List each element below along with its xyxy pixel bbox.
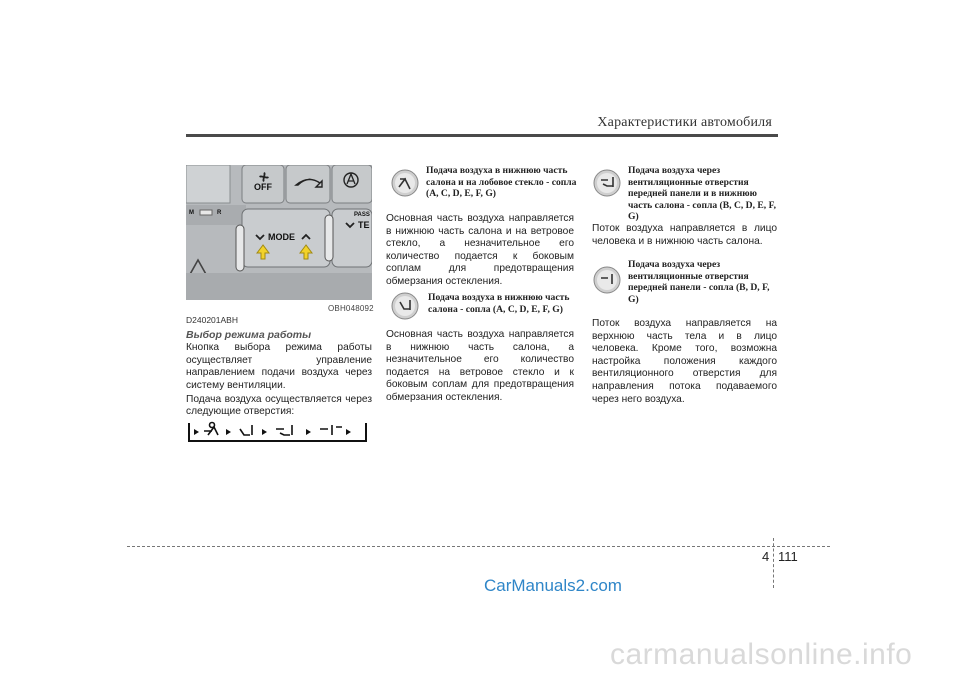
paragraph-outlets: Подача воздуха осуществляется через следующие отверстия:	[186, 393, 372, 418]
mode1-heading: Подача воздуха в нижнюю часть салона и на лобовое стекло - сопла (A, C, D, E, F, G)	[426, 165, 577, 200]
watermark-bottom[interactable]: carmanualsonline.info	[610, 638, 913, 671]
mode4-text: Поток воздуха направляется на верхнюю часть тела и в лицо человека. Кроме того, возможна настройка положения каждого вентиляционного отверстия для направления потока подаваемого через него воздуха.	[592, 318, 777, 405]
header-rule	[186, 134, 778, 137]
mode-sequence-diagram	[186, 419, 372, 445]
paragraph-intro: Кнопка выбора режима работы осуществляет управление направлением подачи воздуха через систему вентиляции.	[186, 342, 372, 391]
watermark-top[interactable]: CarManuals2.com	[484, 576, 622, 595]
mode4-heading: Подача воздуха через вентиляционные отверстия передней панели - сопла (B, D, F, G)	[628, 259, 770, 305]
footer-divider	[773, 538, 774, 588]
fan-off-label: OFF	[254, 182, 272, 192]
mode1-text: Основная часть воздуха направляется в нижнюю часть салона и на ветровое стекло, а незначительное его количество подается к боковым соплам для предотвращения обмерзания остекления.	[386, 213, 574, 287]
mode-floor-icon	[391, 292, 419, 320]
mode2-text: Основная часть воздуха направляется в нижнюю часть салона, а незначительное его количество подается на ветровое стекло и к боковым соплам для предотвращения обмерзания остекления.	[386, 329, 574, 403]
mode-button-label: MODE	[268, 232, 295, 242]
pass-label: PASS	[354, 212, 370, 218]
footer-rule	[127, 546, 830, 547]
column-1	[186, 314, 372, 419]
mode3-heading: Подача воздуха через вентиляционные отверстия передней панели и в нижнюю часть салона - сопла (B, C, D, E, F, G)	[628, 165, 776, 223]
mode-floor-defrost-icon	[391, 169, 419, 197]
m-label: M	[189, 210, 194, 216]
mode2-heading: Подача воздуха в нижнюю часть салона - сопла (A, C, D, E, F, G)	[428, 292, 570, 315]
climate-panel-photo	[186, 165, 372, 300]
section-subheading: Выбор режима работы	[186, 328, 312, 341]
r-label: R	[217, 210, 222, 216]
te-label: TE	[358, 220, 370, 230]
page-header-title: Характеристики автомобиля	[597, 115, 772, 130]
section-number: 4	[762, 549, 770, 564]
figure-code: OBH048092	[328, 304, 374, 313]
page-number: 111	[778, 549, 798, 564]
mode-face-icon	[593, 266, 621, 294]
mode3-text: Поток воздуха направляется в лицо человека и в нижнюю часть салона.	[592, 223, 777, 247]
mode-sequence-icons	[186, 419, 372, 445]
mode-bilevel-icon	[593, 169, 621, 197]
section-code: D240201ABH	[186, 315, 238, 325]
